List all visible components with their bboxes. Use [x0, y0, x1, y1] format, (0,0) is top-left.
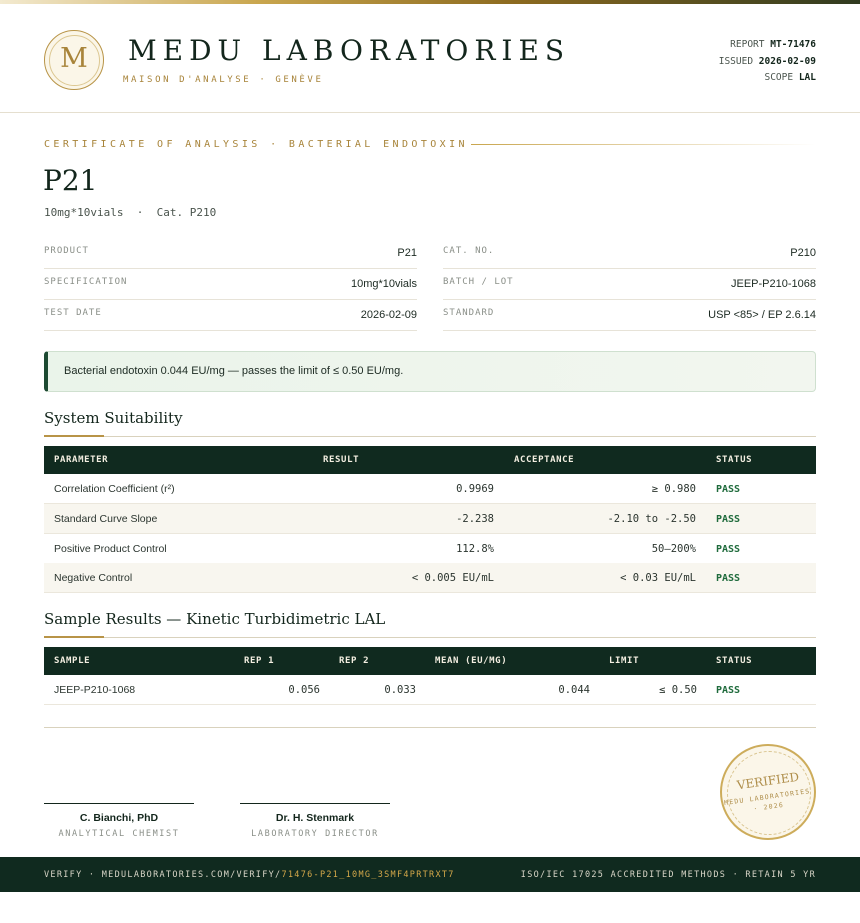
signature-separator — [44, 727, 816, 728]
brand-tagline: MAISON D'ANALYSE · GENÈVE — [123, 75, 324, 85]
header — [0, 4, 860, 113]
footer — [0, 857, 860, 892]
col-header-mean: MEAN (EU/MG) — [435, 656, 508, 666]
info-batch-lot: BATCH / LOT JEEP-P210-1068 — [443, 271, 816, 300]
status-badge: PASS — [716, 544, 741, 555]
product-subtitle: 10mg*10vials · Cat. P210 — [44, 206, 217, 219]
signature-block-analyst — [44, 803, 194, 839]
col-header-rep2: REP 2 — [339, 656, 370, 666]
section-accent — [44, 435, 104, 437]
col-header-sample: SAMPLE — [54, 656, 91, 666]
report-number: MT-71476 — [770, 39, 816, 50]
scope-line: SCOPE LAL — [764, 72, 816, 83]
info-product: PRODUCT P21 — [44, 240, 417, 269]
verified-stamp: VERIFIED MEDU LABORATORIES · 2026 — [720, 744, 816, 840]
table-row: Correlation Coefficient (r²) 0.9969 ≥ 0.980 PASS — [44, 474, 816, 504]
section-accent — [44, 636, 104, 638]
scope-value: LAL — [798, 72, 816, 83]
table-row: JEEP-P210-1068 0.056 0.033 0.044 ≤ 0.50 PASS — [44, 675, 816, 705]
status-badge: PASS — [716, 573, 741, 584]
status-badge: PASS — [716, 685, 741, 696]
table-row: Negative Control < 0.005 EU/mL < 0.03 EU/mL PASS — [44, 563, 816, 593]
col-header-rep1: REP 1 — [244, 656, 275, 666]
signatory-name: Dr. H. Stenmark — [275, 812, 355, 824]
report-meta — [719, 37, 816, 87]
product-title: P21 — [43, 164, 98, 197]
info-standard: STANDARD USP <85> / EP 2.6.14 — [443, 302, 816, 331]
report-line: REPORT MT-71476 — [730, 39, 816, 50]
certificate-label: CERTIFICATE OF ANALYSIS · BACTERIAL ENDOTOXIN — [44, 139, 468, 150]
section-title-sample-results: Sample Results — Kinetic Turbidimetric LAL — [44, 610, 386, 628]
info-specification: SPECIFICATION 10mg*10vials — [44, 271, 417, 300]
verify-link[interactable]: VERIFY · MEDULABORATORIES.COM/VERIFY/71476-P21_10MG_3SMF4PRTRXT7 — [44, 870, 455, 880]
section-rule — [44, 436, 816, 437]
table-row: Standard Curve Slope -2.238 -2.10 to -2.50 PASS — [44, 504, 816, 534]
section-rule — [44, 637, 816, 638]
signatory-role: ANALYTICAL CHEMIST — [58, 829, 180, 839]
section-title-system-suitability: System Suitability — [44, 409, 183, 427]
brand-name: MEDU LABORATORIES — [128, 34, 571, 67]
seal-letter: M — [60, 43, 88, 74]
info-cat-no: CAT. NO. P210 — [443, 240, 816, 269]
signatory-name: C. Bianchi, PhD — [79, 812, 159, 824]
signature-block-director — [240, 803, 390, 839]
verdict-text: Bacterial endotoxin 0.044 EU/mg — passes the limit of ≤ 0.50 EU/mg. — [64, 365, 404, 377]
status-badge: PASS — [716, 484, 741, 495]
col-header-status: STATUS — [716, 455, 753, 465]
issued-line: ISSUED 2026-02-09 — [718, 55, 816, 67]
issued-date: 2026-02-09 — [758, 55, 816, 67]
verdict-banner — [44, 351, 816, 392]
col-header-limit: LIMIT — [609, 656, 640, 666]
col-header-status: STATUS — [716, 656, 753, 666]
col-header-result: RESULT — [323, 455, 360, 465]
signatory-role: LABORATORY DIRECTOR — [251, 829, 379, 839]
status-badge: PASS — [716, 514, 741, 525]
certificate-label-rule — [471, 144, 816, 145]
col-header-parameter: PARAMETER — [54, 455, 109, 465]
accreditation-note: ISO/IEC 17025 ACCREDITED METHODS · RETAIN 5 YR — [520, 870, 816, 880]
lab-seal-logo — [44, 30, 104, 90]
suitability-table-header — [44, 446, 816, 474]
samples-table-header — [44, 647, 816, 675]
info-test-date: TEST DATE 2026-02-09 — [44, 302, 417, 331]
verify-code: 71476-P21_10MG_3SMF4PRTRXT7 — [281, 870, 455, 880]
table-row: Positive Product Control 112.8% 50–200% PASS — [44, 534, 816, 564]
col-header-acceptance: ACCEPTANCE — [514, 455, 575, 465]
